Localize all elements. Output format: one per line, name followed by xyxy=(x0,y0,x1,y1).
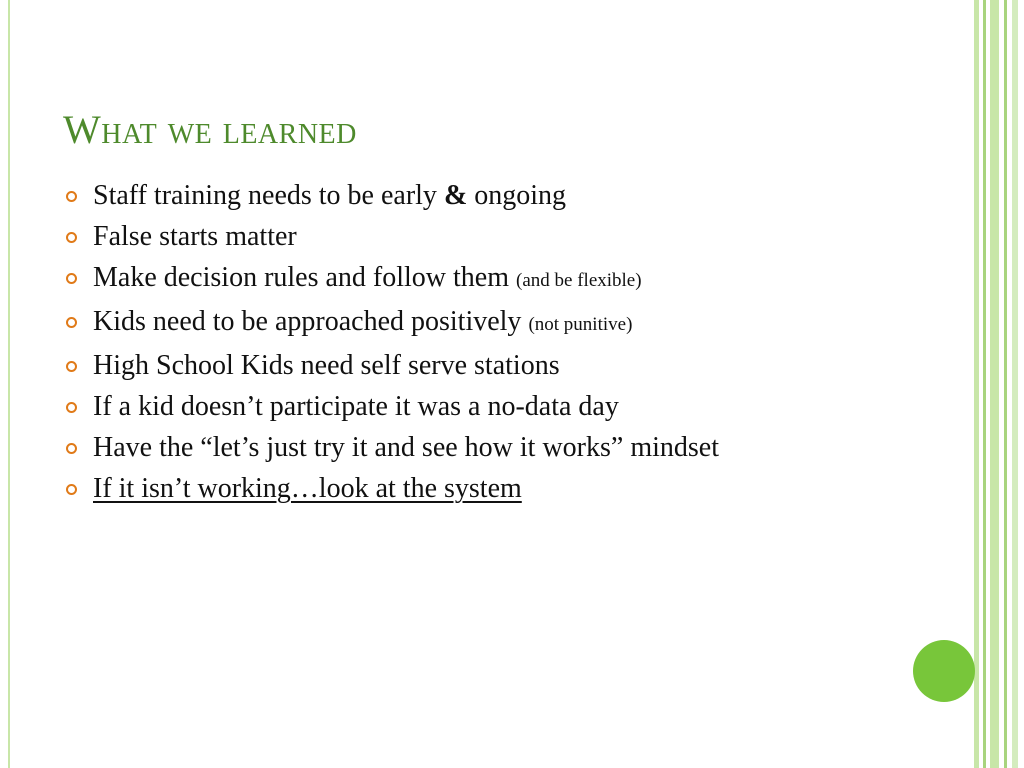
green-circle-icon xyxy=(913,640,975,702)
bullet-note: (not punitive) xyxy=(528,314,633,335)
left-decorative-stripe xyxy=(8,0,10,768)
bullet-item-false-starts xyxy=(66,220,896,254)
slide-title: What we learned xyxy=(63,107,357,152)
hollow-circle-bullet-icon xyxy=(66,443,77,454)
stripe-2 xyxy=(983,0,986,768)
hollow-circle-bullet-icon xyxy=(66,232,77,243)
bullet-item-decision-rules xyxy=(66,261,896,298)
right-decorative-stripes xyxy=(974,0,1024,768)
bullet-item-no-data-day xyxy=(66,390,896,424)
bullet-list xyxy=(66,179,896,513)
hollow-circle-bullet-icon xyxy=(66,402,77,413)
bullet-text: Staff training needs to be early xyxy=(93,180,444,211)
hollow-circle-bullet-icon xyxy=(66,273,77,284)
bullet-text: Make decision rules and follow them xyxy=(93,262,517,293)
bullet-text: Have the “let’s just try it and see how it works” mindset xyxy=(93,432,719,463)
bullet-text: High School Kids need self serve stations xyxy=(93,350,560,381)
stripe-5 xyxy=(1012,0,1018,768)
stripe-3 xyxy=(990,0,999,768)
stripe-1 xyxy=(974,0,979,768)
hollow-circle-bullet-icon xyxy=(66,317,77,328)
bullet-text: False starts matter xyxy=(93,221,297,252)
bullet-text: If a kid doesn’t participate it was a no-data day xyxy=(93,391,619,422)
hollow-circle-bullet-icon xyxy=(66,484,77,495)
bullet-item-staff-training xyxy=(66,179,896,213)
bullet-emphasis: & xyxy=(443,180,468,211)
bullet-text: If it isn’t working…look at the system xyxy=(93,473,522,504)
bullet-text: Kids need to be approached positively xyxy=(93,306,529,337)
hollow-circle-bullet-icon xyxy=(66,361,77,372)
bullet-text-after: ongoing xyxy=(467,180,567,211)
bullet-item-try-it-mindset xyxy=(66,431,896,465)
stripe-4 xyxy=(1004,0,1007,768)
bullet-item-self-serve xyxy=(66,349,896,383)
bullet-item-look-at-system xyxy=(66,472,896,506)
hollow-circle-bullet-icon xyxy=(66,191,77,202)
bullet-note: (and be flexible) xyxy=(516,270,642,291)
bullet-item-approached-positively xyxy=(66,305,896,342)
